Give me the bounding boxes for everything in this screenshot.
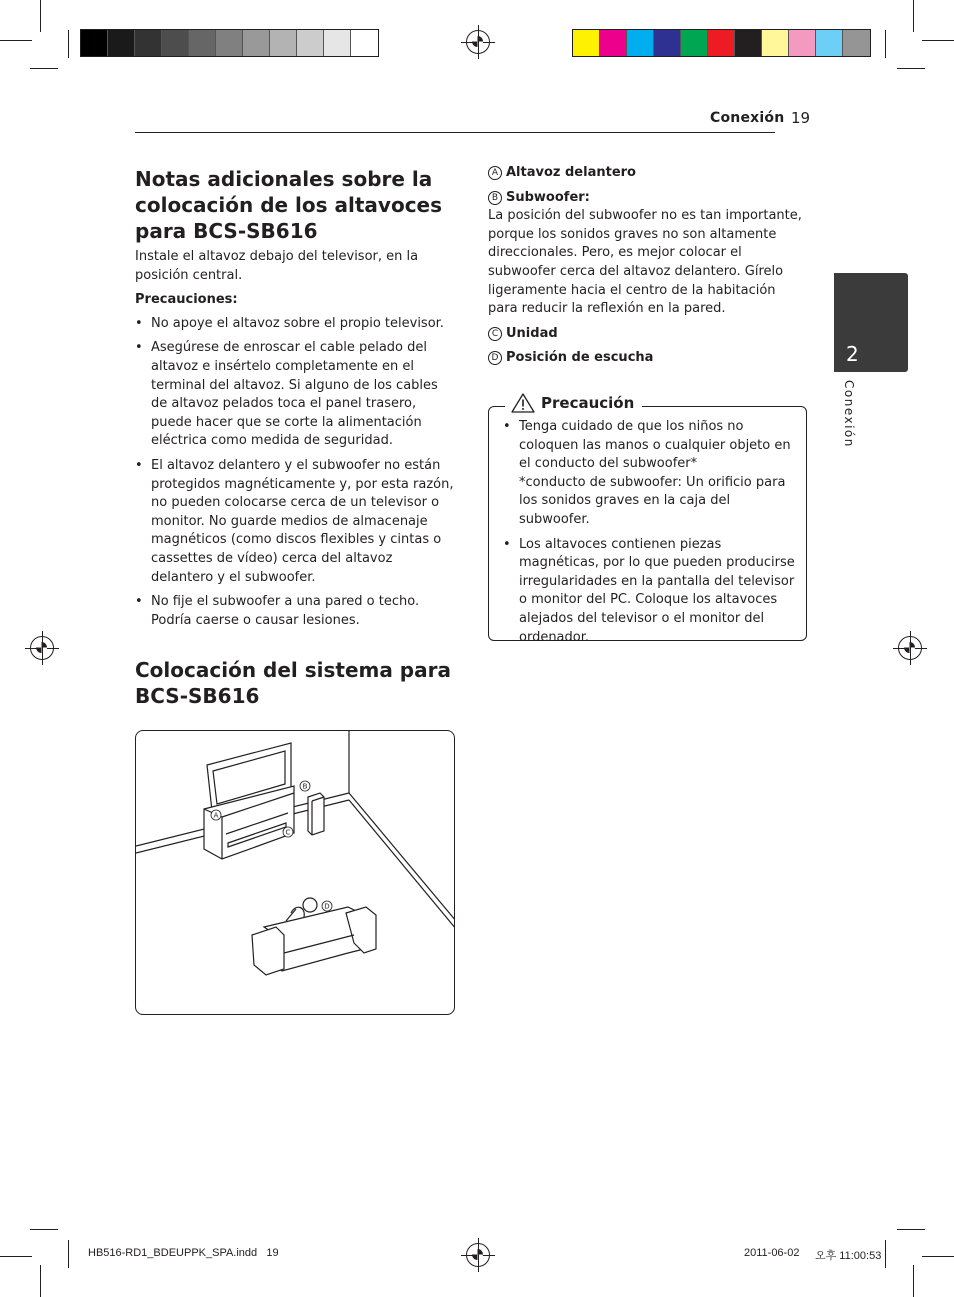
chapter-number: 2 bbox=[846, 342, 859, 366]
list-item: • Los altavoces contienen piezas magnéticas, por lo que pueden producirse irregularidades en la pantalla del televisor o monitor del PC. Coloque los altavoces alejados del televisor o el monitor del ordenador. bbox=[503, 536, 795, 648]
crop-mark bbox=[913, 0, 914, 32]
label-d-text: D bbox=[324, 902, 330, 911]
crop-mark bbox=[885, 1240, 886, 1268]
color-swatch bbox=[600, 30, 627, 56]
registration-mark-icon bbox=[466, 30, 490, 54]
speaker-placement-diagram bbox=[135, 730, 455, 1015]
color-swatch bbox=[324, 30, 351, 56]
section-heading-placement: Colocación del sistema para BCS-SB616 bbox=[135, 658, 451, 708]
list-item: • El altavoz delantero y el subwoofer no están protegidos magnéticamente y, por esta razón, no pueden colocarse cerca de un televisor o monitor. No guarde medios de almacenaje magnéticos (como discos flexibles y cintas o cassettes de vídeo) cerca del altavoz delantero y el subwoofer. bbox=[135, 457, 457, 587]
registration-mark-icon bbox=[466, 1243, 490, 1267]
list-item: • No fije el subwoofer a una pared o techo. Podría caerse o causar lesiones. bbox=[135, 593, 457, 630]
room-illustration bbox=[136, 731, 455, 1015]
crop-mark bbox=[897, 68, 925, 69]
letter-b-icon: B bbox=[488, 191, 502, 205]
legend-item-a bbox=[488, 164, 803, 183]
crop-mark bbox=[68, 1240, 69, 1268]
color-swatch bbox=[654, 30, 681, 56]
color-swatch bbox=[735, 30, 762, 56]
crop-mark bbox=[885, 30, 886, 58]
section-heading-notes: Notas adicionales sobre la colocación de los altavoces para BCS-SB616 bbox=[135, 167, 443, 243]
color-swatch bbox=[789, 30, 816, 56]
caution-title bbox=[505, 393, 642, 413]
header-rule bbox=[135, 132, 775, 133]
legend-label: Subwoofer: bbox=[506, 189, 590, 205]
warning-icon bbox=[511, 393, 535, 413]
crop-mark bbox=[40, 0, 41, 32]
footer-time: 오후 11:00:53 bbox=[815, 1250, 882, 1262]
process-color-bar bbox=[572, 29, 871, 57]
color-swatch bbox=[762, 30, 789, 56]
precautions-list bbox=[135, 315, 457, 631]
color-swatch bbox=[681, 30, 708, 56]
chapter-label: Conexión bbox=[842, 380, 856, 448]
label-c-text: C bbox=[285, 828, 291, 837]
right-column bbox=[488, 164, 803, 368]
letter-d-icon: D bbox=[488, 351, 502, 365]
crop-mark bbox=[0, 40, 32, 41]
intro-paragraph: Instale el altavoz debajo del televisor, en la posición central. bbox=[135, 249, 419, 283]
registration-mark-icon bbox=[898, 636, 922, 660]
label-a bbox=[211, 810, 221, 820]
footer-date: 2011-06-02 bbox=[744, 1247, 800, 1259]
crop-mark bbox=[922, 40, 954, 41]
color-swatch bbox=[108, 30, 135, 56]
crop-mark bbox=[68, 30, 69, 58]
list-item: • Asegúrese de enroscar el cable pelado del altavoz e insértelo completamente en el terminal del altavoz. Si alguno de los cables de altavoz pelados toca el panel trasero, puede hacer que se corte la alimentación eléctrica como medida de seguridad. bbox=[135, 339, 457, 451]
legend-item-d bbox=[488, 349, 803, 368]
crop-mark bbox=[913, 1265, 914, 1297]
legend-label: Altavoz delantero bbox=[506, 165, 636, 180]
legend-description: La posición del subwoofer no es tan importante, porque los sonidos graves no son altamente direccionales. Pero, es mejor colocar el subwoofer cerca del altavoz delantero. Gírelo ligeramente hacia el centro de la habitación para reducir la reflexión en la pared. bbox=[488, 208, 802, 317]
color-swatch bbox=[816, 30, 843, 56]
crop-mark bbox=[0, 1256, 32, 1257]
crop-mark bbox=[897, 1229, 925, 1230]
footer-filename: HB516-RD1_BDEUPPK_SPA.indd 19 bbox=[88, 1247, 279, 1259]
label-b bbox=[300, 781, 310, 791]
caution-title-text: Precaución bbox=[541, 394, 635, 412]
color-swatch bbox=[189, 30, 216, 56]
legend-item-b bbox=[488, 189, 803, 319]
color-swatch bbox=[243, 30, 270, 56]
legend-label: Unidad bbox=[506, 325, 558, 341]
gray-color-bar bbox=[80, 29, 379, 57]
label-c bbox=[283, 827, 293, 837]
label-a-text: A bbox=[213, 811, 219, 820]
legend-item-c bbox=[488, 325, 803, 344]
label-b-text: B bbox=[302, 782, 308, 791]
page-number: 19 bbox=[791, 109, 811, 127]
crop-mark bbox=[30, 1229, 58, 1230]
header-section-title: Conexión bbox=[710, 110, 785, 126]
color-swatch bbox=[843, 30, 870, 56]
label-d bbox=[322, 901, 332, 911]
color-swatch bbox=[135, 30, 162, 56]
color-swatch bbox=[162, 30, 189, 56]
color-swatch bbox=[297, 30, 324, 56]
color-swatch bbox=[627, 30, 654, 56]
left-column bbox=[135, 166, 457, 636]
precautions-label: Precauciones: bbox=[135, 292, 238, 308]
crop-mark bbox=[922, 1256, 954, 1257]
color-swatch bbox=[81, 30, 108, 56]
crop-mark bbox=[40, 1265, 41, 1297]
list-item: • No apoye el altavoz sobre el propio televisor. bbox=[135, 315, 457, 334]
caution-list bbox=[503, 418, 795, 653]
legend-label: Posición de escucha bbox=[506, 350, 654, 366]
color-swatch bbox=[216, 30, 243, 56]
crop-mark bbox=[30, 68, 58, 69]
letter-c-icon: C bbox=[488, 327, 502, 341]
color-swatch bbox=[351, 30, 378, 56]
registration-mark-icon bbox=[30, 636, 54, 660]
list-item: • Tenga cuidado de que los niños no coloquen las manos o cualquier objeto en el conducto del subwoofer* *conducto de subwoofer: Un orificio para los sonidos graves en la caja del subwoofer. bbox=[503, 418, 795, 530]
color-swatch bbox=[270, 30, 297, 56]
color-swatch bbox=[708, 30, 735, 56]
color-swatch bbox=[573, 30, 600, 56]
letter-a-icon: A bbox=[488, 166, 502, 180]
